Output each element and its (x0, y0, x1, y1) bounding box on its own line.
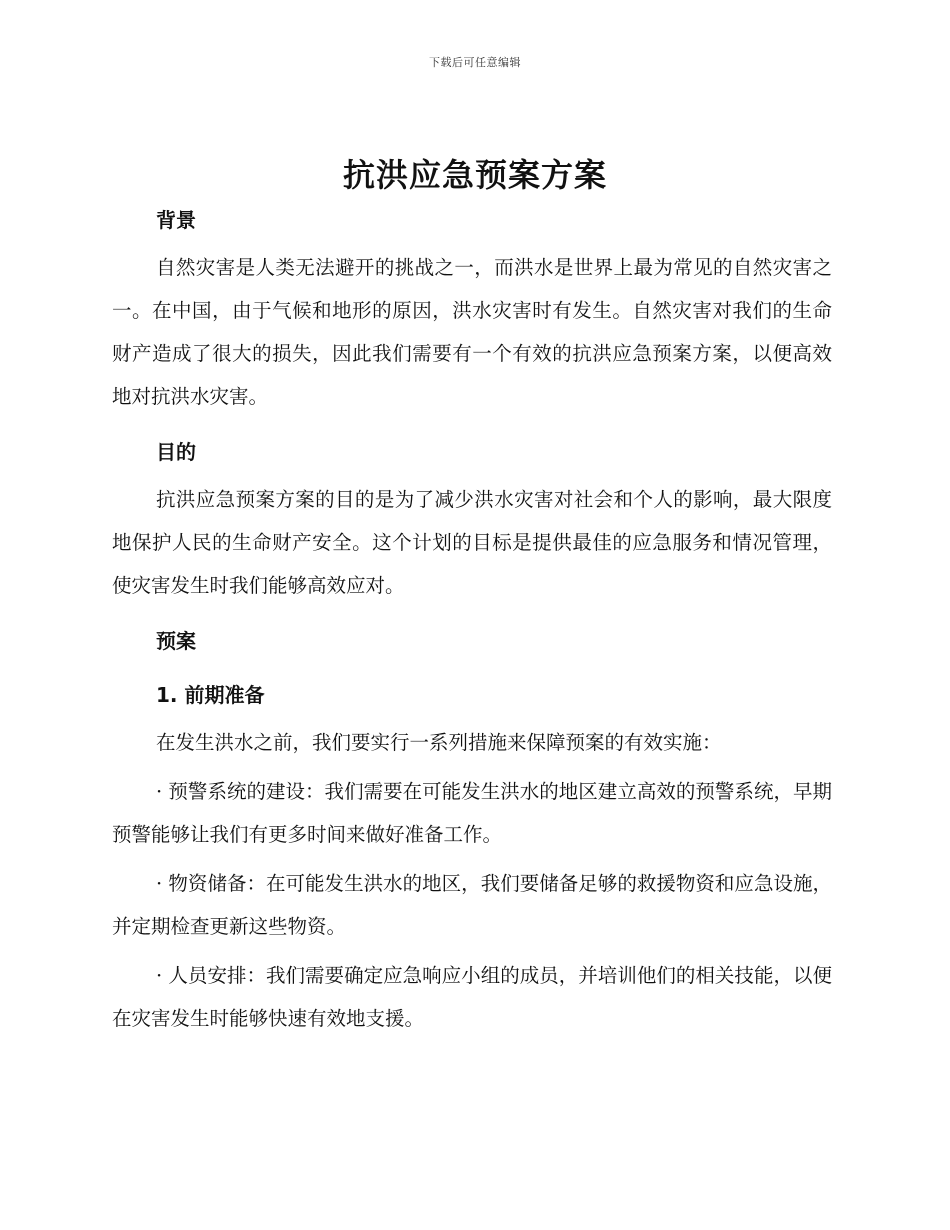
paragraph-background: 自然灾害是人类无法避开的挑战之一，而洪水是世界上最为常见的自然灾害之一。在中国，由于气候和地形的原因，洪水灾害时有发生。自然灾害对我们的生命财产造成了很大的损失，因此我们需要有一个有效的抗洪应急预案方案，以便高效地对抗洪水灾害。 (112, 256, 832, 408)
bullet-personnel-arrangement: · 人员安排：我们需要确定应急响应小组的成员，并培训他们的相关技能，以便在灾害发生时能够快速有效地支援。 (112, 964, 832, 1030)
section-heading-background: 背景 (156, 208, 196, 232)
subsection-heading-preparation: 1. 前期准备 (156, 683, 265, 707)
paragraph-purpose: 抗洪应急预案方案的目的是为了减少洪水灾害对社会和个人的影响，最大限度地保护人民的生命财产安全。这个计划的目标是提供最佳的应急服务和情况管理，使灾害发生时我们能够高效应对。 (112, 488, 832, 597)
bullet-material-reserve: · 物资储备：在可能发生洪水的地区，我们要储备足够的救援物资和应急设施，并定期检查更新这些物资。 (112, 872, 832, 938)
section-heading-plan: 预案 (156, 629, 196, 653)
section-heading-purpose: 目的 (156, 440, 196, 464)
bullet-warning-system: · 预警系统的建设：我们需要在可能发生洪水的地区建立高效的预警系统，早期预警能够让我们有更多时间来做好准备工作。 (112, 780, 832, 846)
paragraph-preparation-intro: 在发生洪水之前，我们要实行一系列措施来保障预案的有效实施： (156, 731, 722, 754)
page-header-note: 下载后可任意编辑 (429, 56, 521, 69)
document-body (112, 200, 832, 1040)
document-title: 抗洪应急预案方案 (342, 156, 607, 194)
